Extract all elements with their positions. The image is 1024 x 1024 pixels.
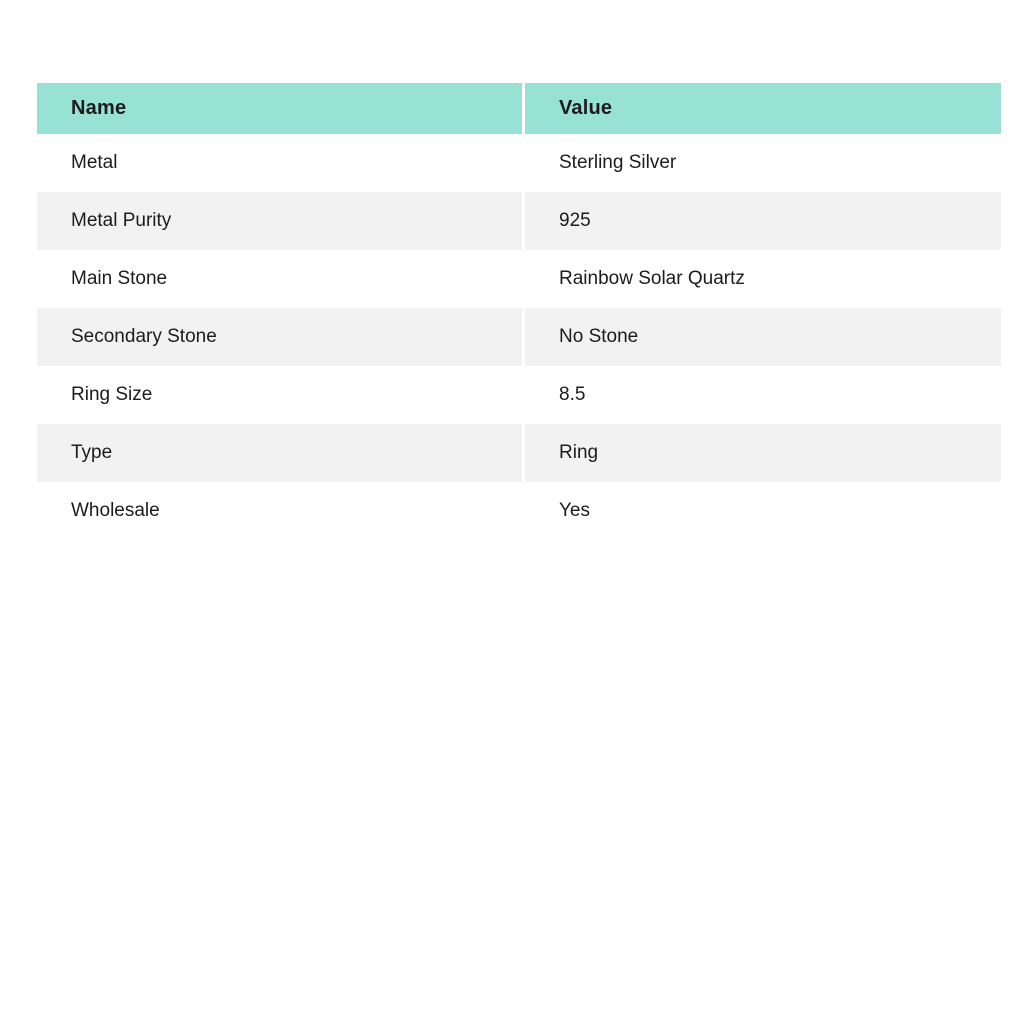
attribute-name-cell: Metal xyxy=(37,134,522,192)
attribute-name-cell: Metal Purity xyxy=(37,192,522,250)
attribute-value-cell: Ring xyxy=(522,424,1001,482)
table-header xyxy=(37,83,1001,134)
table-body xyxy=(37,134,1001,540)
table-row xyxy=(37,366,1001,424)
attribute-value-cell: 8.5 xyxy=(522,366,1001,424)
attribute-value-cell: No Stone xyxy=(522,308,1001,366)
product-attributes-table xyxy=(37,83,1001,540)
attribute-value-cell: Sterling Silver xyxy=(522,134,1001,192)
attribute-name-cell: Type xyxy=(37,424,522,482)
attribute-value-cell: Rainbow Solar Quartz xyxy=(522,250,1001,308)
header-cell-value: Value xyxy=(522,83,1001,134)
table-row xyxy=(37,134,1001,192)
header-cell-name: Name xyxy=(37,83,522,134)
attribute-name-cell: Main Stone xyxy=(37,250,522,308)
attribute-name-cell: Ring Size xyxy=(37,366,522,424)
table-row xyxy=(37,308,1001,366)
header-row xyxy=(37,83,1001,134)
attribute-value-cell: Yes xyxy=(522,482,1001,540)
attribute-name-cell: Secondary Stone xyxy=(37,308,522,366)
attribute-value-cell: 925 xyxy=(522,192,1001,250)
table-row xyxy=(37,250,1001,308)
table-row xyxy=(37,192,1001,250)
attribute-name-cell: Wholesale xyxy=(37,482,522,540)
table-row xyxy=(37,482,1001,540)
table-row xyxy=(37,424,1001,482)
